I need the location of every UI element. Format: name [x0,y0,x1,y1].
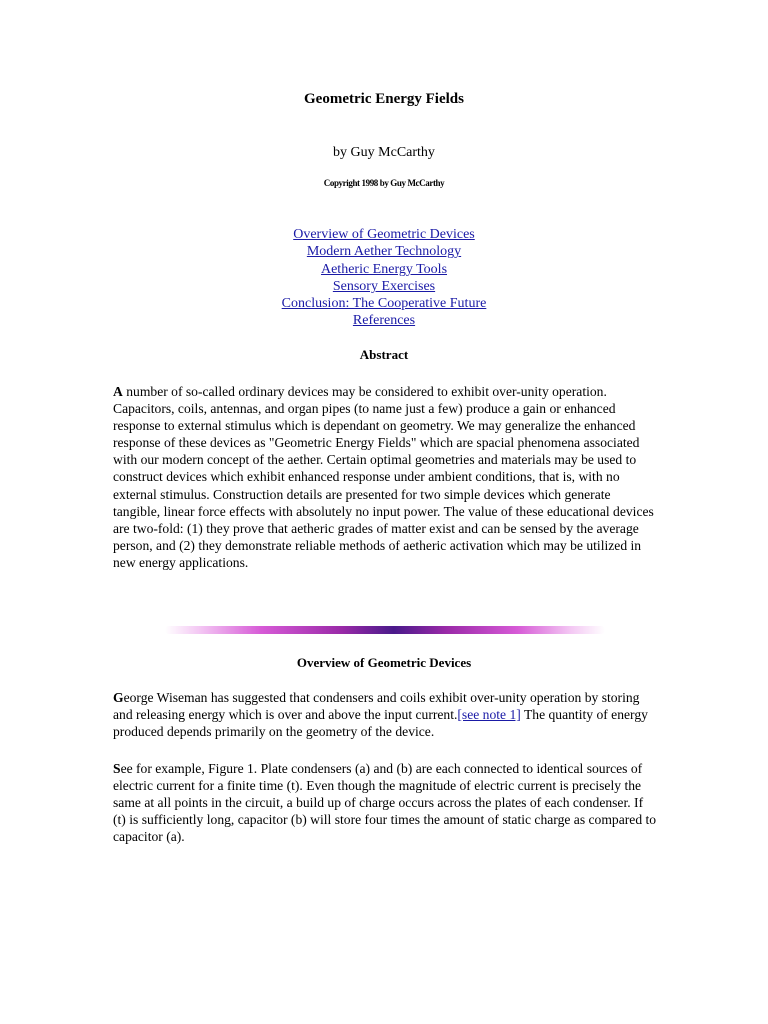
document-title: Geometric Energy Fields [304,91,464,107]
toc-link-aetheric-tools[interactable]: Aetheric Energy Tools [320,261,448,277]
drop-letter: A [113,384,123,399]
toc-link-sensory-exercises[interactable]: Sensory Exercises [332,278,436,294]
see-note-1-link[interactable]: [see note 1] [457,707,521,723]
drop-letter: S [113,761,121,776]
toc-link-conclusion[interactable]: Conclusion: The Cooperative Future [281,296,487,312]
document-author: by Guy McCarthy [333,145,435,160]
toc-item [0,243,768,260]
toc-item [0,278,768,295]
table-of-contents [0,226,768,330]
toc-item [0,226,768,243]
overview-text-1: eorge Wiseman has suggested that condensers and coils exhibit over-unity operation by storing and releasing energy which is over and above the input current. [113,690,640,723]
copyright-notice: Copyright 1998 by Guy McCarthy [323,178,445,188]
toc-item [0,295,768,312]
abstract-text: number of so-called ordinary devices may be considered to exhibit over-unity operation. Capacitors, coils, antennas, and organ pipes (to name just a few) produce a gain or enhanced response to external stimulus which is dependant on geometry. We may generalize the enhanced response of these devices as "Geometric Energy Fields" which are spacial phenomena associated with our modern concept of the aether. Certain optimal geometries and materials may be used to construct devices which exhibit enhanced response under ambient conditions, that is, with no external stimulus. Construction details are presented for two simple devices which generate tangible, linear force effects with absolutely no input power. The value of these educational devices are two-fold: (1) they prove that aetheric grades of matter exist and can be sensed by the average person, and (2) they demonstrate reliable methods of aetheric activation which may be utilized in new energy applications. [113,384,654,570]
drop-letter: G [113,690,124,705]
toc-link-modern-aether[interactable]: Modern Aether Technology [306,244,462,260]
toc-item [0,312,768,329]
overview-text-1-continued: The quantity of energy produced depends primarily on the geometry of the device. [113,707,648,740]
toc-link-references[interactable]: References [352,313,416,329]
abstract-heading: Abstract [359,347,409,362]
overview-heading: Overview of Geometric Devices [296,655,472,670]
toc-item [0,261,768,278]
overview-paragraph-2 [113,760,658,845]
overview-paragraph-1 [113,689,658,740]
overview-text-2: ee for example, Figure 1. Plate condensers (a) and (b) are each connected to identical sources of electric current for a finite time (t). Even though the magnitude of electric current is precisely the same at all points in the circuit, a build up of charge occurs across the plates of each condenser. If (t) is sufficiently long, capacitor (b) will store four times the amount of static charge as compared to capacitor (a). [113,761,657,845]
toc-link-overview[interactable]: Overview of Geometric Devices [293,227,475,242]
gradient-divider [165,626,605,634]
abstract-paragraph [113,383,658,571]
